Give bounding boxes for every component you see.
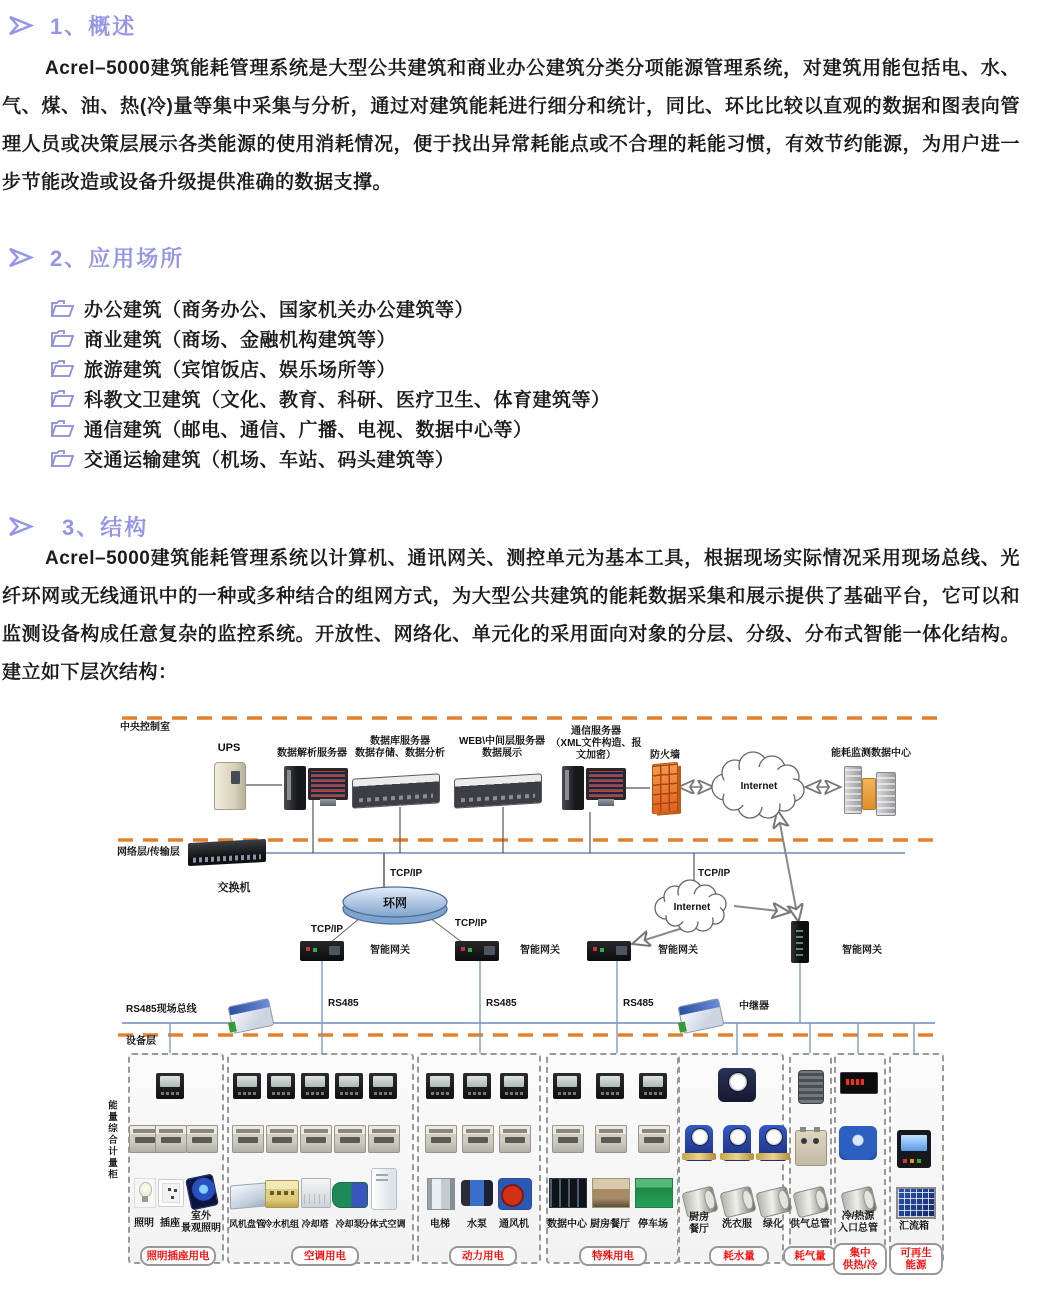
internet-label: Internet <box>673 902 711 913</box>
power-meter <box>596 1073 624 1099</box>
rs485-label: RS485 <box>328 998 359 1009</box>
solar-panel-icon <box>896 1187 936 1219</box>
din-meter <box>595 1125 627 1153</box>
comm-server-monitor <box>586 768 626 800</box>
split-ac-icon <box>371 1168 397 1210</box>
category-badge: 空调用电 <box>291 1246 359 1266</box>
device-label-line1: 室外 <box>191 1211 211 1222</box>
category-badge: 耗水量 <box>709 1246 769 1266</box>
comm-server-label-line2: （XML文件构造、报 <box>550 738 642 750</box>
din-meter <box>186 1125 218 1153</box>
layer-label-central-control: 中央控制室 <box>120 722 170 733</box>
server-tower <box>876 772 896 816</box>
power-meter <box>426 1073 454 1099</box>
list-item-text: 办公建筑（商务办公、国家机关办公建筑等） <box>84 299 475 321</box>
db-server-label-line2: 数据存储、数据分析 <box>355 748 445 760</box>
server-panel <box>862 778 876 810</box>
din-meter <box>552 1125 584 1153</box>
main-water-meter <box>718 1068 756 1102</box>
device-label: 冷水机组 <box>262 1219 299 1229</box>
db-server-label-line1: 数据库服务器 <box>370 736 430 747</box>
device-label: 停车场 <box>638 1219 668 1230</box>
power-meter <box>233 1073 261 1099</box>
badge-line1: 集中 <box>849 1247 871 1259</box>
water-meter <box>723 1125 751 1161</box>
din-meter <box>266 1125 298 1153</box>
list-item-text: 科教文卫建筑（文化、教育、科研、医疗卫生、体育建筑等） <box>84 389 611 411</box>
parking-photo <box>635 1178 673 1208</box>
folder-icon <box>50 449 75 468</box>
device-label: 分体式空调 <box>360 1219 406 1229</box>
section-1-paragraph: Acrel–5000建筑能耗管理系统是大型公共建筑和商业办公建筑分类分项能源管理系统，对建筑用能包括电、水、气、煤、油、热(冷)量等集中采集与分析，通过对建筑能耗进行细分和统计，同比、环比比较以直观的数据和图表向管理人员或决策层展示各类能源的使用消耗情况，便于找出异常耗能点或不合理的耗能习惯，有效节约能源，为用户进一步节能改造或设备升级提供准确的数据支撑。 <box>2 58 1020 193</box>
fan-coil-icon <box>230 1182 266 1209</box>
metering-cabinet-label: 能量综合计量柜 <box>106 1100 117 1181</box>
socket-icon <box>158 1179 184 1207</box>
badge-line2: 供热/冷 <box>842 1259 878 1272</box>
folder-icon <box>50 329 75 348</box>
device-label: 供气总管 <box>790 1219 830 1230</box>
heat-meter-panel <box>840 1072 878 1094</box>
device-label <box>832 1211 884 1235</box>
energy-datacenter-icon <box>842 762 900 816</box>
category-badge: 耗气量 <box>783 1246 837 1266</box>
cooling-tower-icon <box>301 1178 331 1208</box>
power-meter <box>553 1073 581 1099</box>
parse-server-monitor <box>308 768 348 800</box>
smart-gateway-device <box>455 941 499 961</box>
section-2-title: 2、应用场所 <box>50 246 185 271</box>
rs485-label: RS485 <box>623 998 654 1009</box>
power-meter <box>463 1073 491 1099</box>
tcpip-label: TCP/IP <box>310 924 344 935</box>
internet-label: Internet <box>740 781 778 792</box>
device-label: 插座 <box>160 1218 180 1229</box>
pv-meter <box>897 1130 931 1168</box>
flow-meter <box>839 1126 877 1160</box>
repeater-label: 中继器 <box>739 1001 769 1012</box>
folder-icon <box>50 299 75 318</box>
comm-server-label-line3: 文加密） <box>576 750 616 762</box>
datacenter-photo <box>549 1178 587 1208</box>
device-label: 冷却塔 <box>301 1219 329 1229</box>
ventilator-icon <box>498 1178 532 1210</box>
gas-meter <box>795 1130 827 1166</box>
section-1-heading <box>8 10 136 41</box>
badge-line1: 可再生 <box>900 1247 932 1259</box>
ups-label: UPS <box>217 742 241 754</box>
device-label: 通风机 <box>499 1219 529 1230</box>
folder-icon <box>50 419 75 438</box>
din-meter <box>155 1125 187 1153</box>
list-item <box>50 413 611 443</box>
din-meter <box>462 1125 494 1153</box>
comm-server-label <box>542 726 650 763</box>
tcpip-label: TCP/IP <box>698 868 731 879</box>
list-item-text: 通信建筑（邮电、通信、广播、电视、数据中心等） <box>84 419 533 441</box>
device-label: 洗衣服 <box>722 1219 752 1230</box>
chevron-arrow-icon <box>8 246 35 269</box>
tcpip-label: TCP/IP <box>390 868 423 879</box>
device-label: 风机盘管 <box>228 1219 265 1229</box>
section-2-heading <box>8 242 184 273</box>
database-server <box>352 773 440 808</box>
parse-server-tower <box>284 766 306 810</box>
ups-device <box>214 762 246 810</box>
water-meter <box>685 1125 713 1161</box>
firewall-label: 防火墙 <box>650 750 680 761</box>
din-meter <box>300 1125 332 1153</box>
din-meter <box>425 1125 457 1153</box>
section-3-heading <box>8 511 148 542</box>
din-meter <box>334 1125 366 1153</box>
smart-gateway-tall-device <box>791 921 809 963</box>
tcpip-label: TCP/IP <box>454 918 488 929</box>
power-meter <box>156 1073 184 1099</box>
smart-gateway-label: 智能网关 <box>658 945 698 956</box>
power-meter <box>639 1073 667 1099</box>
elevator-icon <box>427 1178 455 1210</box>
comm-server-tower <box>562 766 584 810</box>
smart-gateway-label: 智能网关 <box>842 945 882 956</box>
comm-server-label-line1: 通信服务器 <box>571 726 621 737</box>
device-label-line2: 餐厅 <box>689 1224 709 1236</box>
power-meter <box>267 1073 295 1099</box>
db-server-label <box>348 736 452 760</box>
application-list <box>50 293 611 473</box>
firewall-icon <box>652 762 678 814</box>
smart-gateway-device <box>300 941 344 961</box>
device-label: 冷却泵 <box>335 1219 363 1229</box>
device-label: 照明 <box>134 1218 154 1229</box>
list-item <box>50 323 611 353</box>
layer-label-rs485-bus: RS485现场总线 <box>126 1004 197 1015</box>
folder-icon <box>50 389 75 408</box>
list-item-text: 旅游建筑（宾馆饭店、娱乐场所等） <box>84 359 397 381</box>
device-label <box>178 1211 224 1235</box>
smart-gateway-label: 智能网关 <box>520 945 560 956</box>
category-badge: 照明插座用电 <box>140 1246 216 1266</box>
ring-network-label: 环网 <box>382 896 407 910</box>
device-label-line2: 入口总管 <box>838 1223 878 1235</box>
web-server <box>454 773 542 808</box>
category-badge: 特殊用电 <box>579 1246 647 1266</box>
kitchen-photo <box>592 1178 630 1208</box>
switch-device <box>188 839 266 866</box>
layer-label-device: 设备层 <box>126 1036 156 1047</box>
device-label: 水泵 <box>467 1219 487 1230</box>
architecture-diagram <box>0 700 1053 1289</box>
rs485-label: RS485 <box>486 998 517 1009</box>
device-label: 数据中心 <box>547 1219 587 1230</box>
layer-label-network: 网络层/传输层 <box>117 847 180 858</box>
list-item-text: 商业建筑（商场、金融机构建筑等） <box>84 329 397 351</box>
list-item <box>50 383 611 413</box>
water-meter <box>759 1125 787 1161</box>
device-label-line1: 厨房 <box>689 1212 709 1223</box>
din-meter <box>638 1125 670 1153</box>
smart-gateway-label: 智能网关 <box>370 945 410 956</box>
lighting-icon <box>134 1178 156 1208</box>
water-pump-icon <box>461 1180 493 1206</box>
chevron-arrow-icon <box>8 515 35 538</box>
device-label-line2: 景观照明 <box>181 1223 221 1235</box>
section-1-title: 1、概述 <box>50 14 137 39</box>
din-meter <box>368 1125 400 1153</box>
list-item <box>50 443 611 473</box>
device-label-line1: 冷/热源 <box>841 1211 875 1222</box>
badge-line2: 能源 <box>905 1259 927 1272</box>
chevron-arrow-icon <box>8 14 35 37</box>
folder-icon <box>50 359 75 378</box>
power-meter <box>369 1073 397 1099</box>
device-label: 汇流箱 <box>899 1221 929 1232</box>
parse-server-label: 数据解析服务器 <box>277 748 347 759</box>
list-item <box>50 353 611 383</box>
datacenter-label: 能耗监测数据中心 <box>831 748 911 759</box>
web-server-label-line1: WEB\中间层服务器 <box>458 736 546 747</box>
smart-gateway-device <box>587 941 631 961</box>
section-3-paragraph: Acrel–5000建筑能耗管理系统以计算机、通讯网关、测控单元为基本工具，根据现场实际情况采用现场总线、光纤环网或无线通讯中的一种或多种结合的组网方式，为大型公共建筑的能耗数据采集和展示提供了基础平台，它可以和监测设备构成任意复杂的监控系统。开放性、网络化、单元化的采用面向对象的分层、分级、分布式智能一体化结构。建立如下层次结构： <box>2 548 1020 683</box>
device-label: 绿化 <box>763 1219 783 1230</box>
cooling-pump-icon <box>332 1182 368 1208</box>
list-item <box>50 293 611 323</box>
web-server-label-line2: 数据展示 <box>482 748 522 760</box>
list-item-text: 交通运输建筑（机场、车站、码头建筑等） <box>84 449 455 471</box>
web-server-label <box>450 736 554 760</box>
power-meter <box>500 1073 528 1099</box>
category-badge <box>889 1243 943 1275</box>
power-meter <box>335 1073 363 1099</box>
category-badge: 动力用电 <box>449 1246 517 1266</box>
din-meter <box>499 1125 531 1153</box>
din-meter <box>232 1125 264 1153</box>
category-badge <box>833 1243 887 1275</box>
power-meter <box>301 1073 329 1099</box>
section-3-title: 3、结构 <box>62 515 149 540</box>
device-label: 厨房餐厅 <box>590 1219 630 1230</box>
device-label: 电梯 <box>430 1219 450 1230</box>
chiller-icon <box>265 1180 299 1208</box>
gas-regulator <box>798 1070 824 1104</box>
switch-label: 交换机 <box>217 882 251 894</box>
server-tower <box>844 766 862 814</box>
